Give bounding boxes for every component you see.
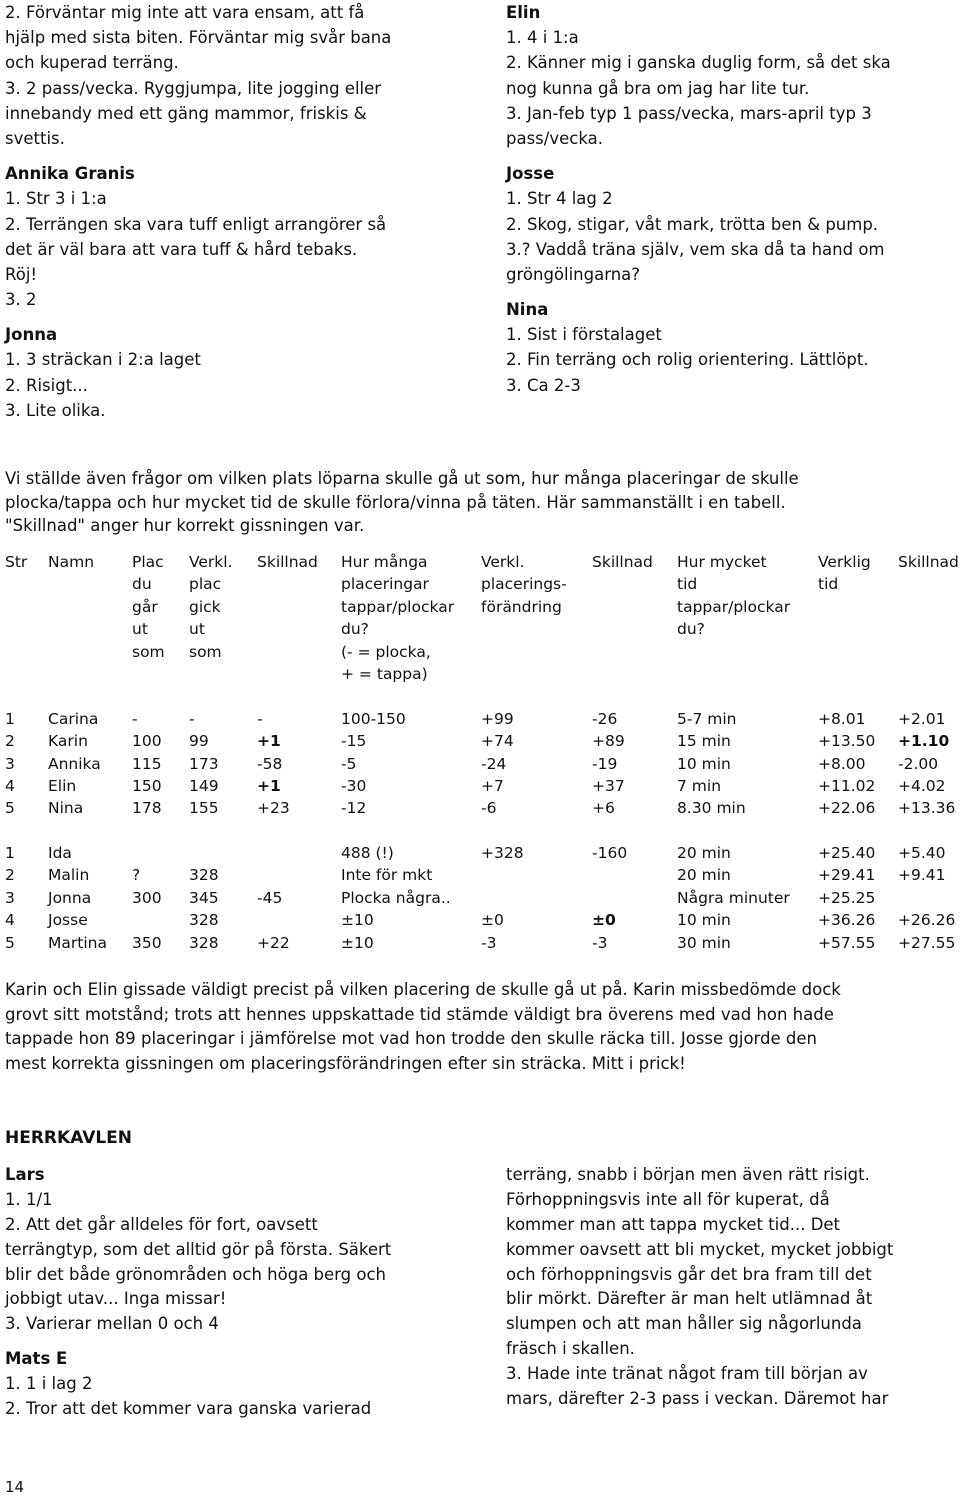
cell-verkl: - [189, 709, 195, 728]
summary-paragraph [5, 978, 955, 1076]
cell-sk2: +89 [592, 732, 625, 751]
cell-hur: ±10 [341, 911, 374, 930]
text-line: 3. Varierar mellan 0 och 4 [5, 1314, 219, 1334]
cell-vpf: -3 [481, 933, 497, 952]
cell-sk2: -19 [592, 754, 618, 773]
cell-str: 1 [5, 844, 15, 863]
cell-sk3: +13.36 [898, 799, 956, 818]
text-line: Vi ställde även frågor om vilken plats löparna skulle gå ut som, hur många placeringar de skulle [5, 469, 799, 488]
cell-plac: 115 [132, 754, 162, 773]
header-vpf: placerings- [481, 575, 567, 594]
cell-verkl: 99 [189, 732, 209, 751]
cell-vpf: +328 [481, 844, 524, 863]
table-header-row [0, 596, 960, 618]
text-line: 2. Terrängen ska vara tuff enligt arrangörer så [5, 214, 387, 234]
text-line: innebandy med ett gäng mammor, friskis & [5, 103, 367, 123]
top-right-column [506, 0, 956, 398]
cell-namn: Carina [48, 709, 99, 728]
table-header-row [0, 641, 960, 663]
cell-hurtid: 30 min [677, 933, 731, 952]
cell-hurtid: 10 min [677, 911, 731, 930]
table-row [0, 887, 960, 909]
header-hur: + = tappa) [341, 664, 428, 683]
cell-vt: +22.06 [818, 799, 876, 818]
text-line: nog kunna gå bra om jag har lite tur. [506, 78, 810, 98]
cell-sk1: -58 [257, 754, 283, 773]
cell-sk1: +1 [257, 732, 281, 751]
text-line: grovt sitt motstånd; trots att hennes uppskattade tid stämde väldigt bra överens med vad hon hade [5, 1004, 834, 1024]
header-hur: tappar/plockar [341, 597, 455, 616]
cell-sk2: ±0 [592, 911, 616, 930]
cell-hurtid: Några minuter [677, 888, 790, 907]
header-plac: som [132, 642, 165, 661]
cell-str: 5 [5, 799, 15, 818]
table-row [0, 730, 960, 752]
table-spacer [0, 820, 960, 842]
text-line: 1. Str 3 i 1:a [5, 189, 107, 209]
text-line: gröngölingarna? [506, 264, 641, 284]
text-line: jobbigt utav... Inga missar! [5, 1289, 227, 1309]
cell-verkl: 155 [189, 799, 219, 818]
runner-name: Elin [506, 3, 541, 22]
text-line: 2. Förväntar mig inte att vara ensam, att få [5, 3, 365, 22]
header-plac: du [132, 575, 152, 594]
text-line: pass/vecka. [506, 128, 603, 148]
cell-hur: ±10 [341, 933, 374, 952]
text-line: blir mörkt. Därefter är man helt utlämnad åt [506, 1289, 873, 1309]
cell-hur: -12 [341, 799, 367, 818]
text-line: kommer oavsett att bli mycket, mycket jobbigt [506, 1239, 894, 1259]
cell-verkl: 328 [189, 866, 219, 885]
text-line: terrängtyp, som det alltid gör på första. Säkert [5, 1239, 392, 1259]
runner-name: Nina [506, 300, 549, 320]
cell-vt: +8.01 [818, 709, 866, 728]
cell-namn: Martina [48, 933, 107, 952]
text-line: 1. 1/1 [5, 1189, 53, 1209]
cell-sk3: +4.02 [898, 776, 946, 795]
header-vt: Verklig [818, 553, 871, 571]
table-header-row [0, 573, 960, 595]
table-row [0, 775, 960, 797]
cell-plac: - [132, 709, 138, 728]
cell-sk3: +26.26 [898, 911, 956, 930]
cell-sk1: - [257, 709, 263, 728]
cell-str: 2 [5, 732, 15, 751]
header-vpf: Verkl. [481, 553, 525, 571]
cell-hur: -15 [341, 732, 367, 751]
cell-vpf: +7 [481, 776, 504, 795]
cell-vt: +36.26 [818, 911, 876, 930]
text-line: 1. 3 sträckan i 2:a laget [5, 350, 201, 370]
cell-str: 5 [5, 933, 15, 952]
header-sk1: Skillnad [257, 553, 318, 571]
cell-hur: -30 [341, 776, 367, 795]
header-hurtid: du? [677, 620, 705, 639]
cell-vt: +29.41 [818, 866, 876, 885]
cell-hur: 100-150 [341, 709, 406, 728]
header-sk2: Skillnad [592, 553, 653, 571]
text-line: 2. Risigt... [5, 375, 88, 395]
cell-str: 3 [5, 888, 15, 907]
cell-str: 1 [5, 709, 15, 728]
cell-verkl: 173 [189, 754, 219, 773]
cell-hur: 488 (!) [341, 844, 394, 863]
cell-vt: +57.55 [818, 933, 876, 952]
table-row [0, 708, 960, 730]
table-header-row [0, 618, 960, 640]
header-hurtid: Hur mycket [677, 553, 767, 571]
text-line: och kuperad terräng. [5, 53, 179, 73]
cell-str: 4 [5, 911, 15, 930]
header-namn: Namn [48, 553, 95, 571]
text-line: 2. Att det går alldeles för fort, oavsett [5, 1214, 318, 1234]
table-row [0, 932, 960, 954]
herrkavlen-left-column [5, 1163, 475, 1422]
text-line: 3. Hade inte tränat något fram till början av [506, 1364, 868, 1384]
table-header-row [0, 663, 960, 685]
cell-namn: Nina [48, 799, 84, 818]
cell-vpf: ±0 [481, 911, 504, 930]
cell-plac: 150 [132, 776, 162, 795]
cell-sk3: -2.00 [898, 754, 939, 773]
cell-sk2: +6 [592, 799, 615, 818]
cell-namn: Ida [48, 844, 72, 863]
cell-vpf: -24 [481, 754, 507, 773]
cell-sk2: -160 [592, 844, 628, 863]
text-line: det är väl bara att vara tuff & hård tebaks. [5, 239, 358, 259]
cell-vt: +11.02 [818, 776, 876, 795]
cell-vpf: +99 [481, 709, 514, 728]
header-vpf: förändring [481, 597, 562, 616]
cell-sk3: +5.40 [898, 844, 946, 863]
text-line: plocka/tappa och hur mycket tid de skulle förlora/vinna på täten. Här sammanställt i en tabell. [5, 492, 786, 512]
text-line: blir det både grönområden och höga berg och [5, 1264, 387, 1284]
text-line: 3. Lite olika. [5, 400, 106, 420]
cell-hur: Inte för mkt [341, 866, 433, 885]
cell-str: 3 [5, 754, 15, 773]
cell-str: 2 [5, 866, 15, 885]
cell-sk1: +23 [257, 799, 290, 818]
table-row [0, 909, 960, 931]
cell-hurtid: 20 min [677, 844, 731, 863]
cell-hurtid: 8.30 min [677, 799, 746, 818]
cell-sk3: +27.55 [898, 933, 956, 952]
header-str: Str [5, 553, 28, 571]
cell-verkl: 149 [189, 776, 219, 795]
text-line: 3.? Vaddå träna själv, vem ska då ta hand om [506, 239, 885, 259]
text-line: 2. Fin terräng och rolig orientering. Lättlöpt. [506, 350, 869, 370]
text-line: tappade hon 89 placeringar i jämförelse mot vad hon trodde den skulle räcka till. Josse gjorde den [5, 1029, 817, 1048]
runner-name: Lars [5, 1165, 45, 1184]
cell-sk1: +1 [257, 776, 281, 795]
table-row [0, 864, 960, 886]
cell-sk2: +37 [592, 776, 625, 795]
table-row [0, 753, 960, 775]
text-line: mest korrekta gissningen om placeringsförändringen efter sin sträcka. Mitt i prick! [5, 1053, 686, 1073]
cell-vpf: -6 [481, 799, 497, 818]
text-line: 2. Skog, stigar, våt mark, trötta ben & pump. [506, 214, 879, 234]
text-line: 2. Tror att det kommer vara ganska varierad [5, 1399, 372, 1419]
header-vt: tid [818, 575, 839, 594]
header-plac: går [132, 597, 158, 616]
text-line: 1. 4 i 1:a [506, 28, 579, 48]
text-line: 1. Sist i förstalaget [506, 325, 662, 345]
text-line: slumpen och att man håller sig någorlunda [506, 1314, 862, 1334]
cell-sk3: +1.10 [898, 732, 950, 751]
cell-hur: Plocka några.. [341, 888, 451, 907]
table-row [0, 842, 960, 864]
header-sk3: Skillnad [898, 553, 959, 571]
cell-namn: Annika [48, 754, 101, 773]
header-plac: ut [132, 620, 148, 639]
cell-plac: 100 [132, 732, 162, 751]
text-line: 1. Str 4 lag 2 [506, 189, 613, 209]
header-hurtid: tappar/plockar [677, 597, 791, 616]
results-table [0, 551, 960, 954]
runner-name: Jonna [5, 325, 58, 345]
cell-vt: +25.25 [818, 888, 876, 907]
cell-hurtid: 7 min [677, 776, 722, 795]
text-line: Röj! [5, 264, 38, 284]
table-row [0, 797, 960, 819]
cell-sk3: +9.41 [898, 866, 946, 885]
cell-hurtid: 10 min [677, 754, 731, 773]
text-line: svettis. [5, 128, 65, 148]
runner-name: Josse [506, 164, 555, 184]
header-hur: (- = plocka, [341, 642, 431, 661]
cell-namn: Josse [48, 911, 88, 930]
text-line: 1. 1 i lag 2 [5, 1374, 93, 1394]
cell-hurtid: 5-7 min [677, 709, 737, 728]
text-line: mars, därefter 2-3 pass i veckan. Däremot har [506, 1389, 889, 1409]
page-number: 14 [5, 1478, 25, 1496]
header-hur: du? [341, 620, 369, 639]
cell-vt: +13.50 [818, 732, 876, 751]
text-line: "Skillnad" anger hur korrekt gissningen var. [5, 516, 365, 535]
text-line: hjälp med sista biten. Förväntar mig svår bana [5, 28, 392, 48]
cell-hur: -5 [341, 754, 357, 773]
text-line: 3. Ca 2-3 [506, 375, 581, 395]
header-hurtid: tid [677, 575, 698, 594]
header-verkl: plac [189, 575, 222, 594]
cell-plac: ? [132, 866, 141, 885]
header-plac: Plac [132, 553, 164, 571]
herrkavlen-right-column [506, 1163, 956, 1412]
intro-paragraph [5, 467, 955, 538]
cell-verkl: 328 [189, 911, 219, 930]
section-heading: HERRKAVLEN [5, 1128, 133, 1148]
table-spacer [0, 685, 960, 707]
text-line: 3. Jan-feb typ 1 pass/vecka, mars-april typ 3 [506, 103, 872, 123]
cell-plac: 350 [132, 933, 162, 952]
header-verkl: gick [189, 597, 221, 616]
text-line: 3. 2 [5, 290, 37, 310]
header-hur: Hur många [341, 553, 428, 571]
cell-namn: Elin [48, 776, 77, 795]
runner-name: Mats E [5, 1349, 68, 1369]
runner-name: Annika Granis [5, 164, 135, 184]
cell-namn: Karin [48, 732, 88, 751]
text-line: kommer man att tappa mycket tid... Det [506, 1214, 841, 1234]
table-header-row [0, 551, 960, 573]
cell-plac: 300 [132, 888, 162, 907]
header-verkl: Verkl. [189, 553, 233, 571]
header-verkl: som [189, 642, 222, 661]
text-line: Förhoppningsvis inte all för kuperat, då [506, 1189, 830, 1209]
text-line: terräng, snabb i början men även rätt risigt. [506, 1165, 870, 1184]
cell-vt: +8.00 [818, 754, 866, 773]
cell-vt: +25.40 [818, 844, 876, 863]
cell-verkl: 328 [189, 933, 219, 952]
text-line: 3. 2 pass/vecka. Ryggjumpa, lite jogging eller [5, 78, 382, 98]
header-hur: placeringar [341, 575, 429, 594]
top-left-column [5, 0, 475, 423]
header-verkl: ut [189, 620, 205, 639]
text-line: 2. Känner mig i ganska duglig form, så det ska [506, 53, 891, 73]
cell-sk3: +2.01 [898, 709, 946, 728]
cell-sk2: -3 [592, 933, 608, 952]
cell-str: 4 [5, 776, 15, 795]
cell-hurtid: 15 min [677, 732, 731, 751]
text-line: Karin och Elin gissade väldigt precist på vilken placering de skulle gå ut på. Karin missbedömde dock [5, 980, 841, 999]
cell-verkl: 345 [189, 888, 219, 907]
text-line: och förhoppningsvis går det bra fram till det [506, 1264, 872, 1284]
cell-namn: Malin [48, 866, 90, 885]
cell-plac: 178 [132, 799, 162, 818]
cell-vpf: +74 [481, 732, 514, 751]
cell-namn: Jonna [48, 888, 92, 907]
cell-hurtid: 20 min [677, 866, 731, 885]
cell-sk1: -45 [257, 888, 283, 907]
cell-sk2: -26 [592, 709, 618, 728]
text-line: fräsch i skallen. [506, 1339, 635, 1359]
cell-sk1: +22 [257, 933, 290, 952]
